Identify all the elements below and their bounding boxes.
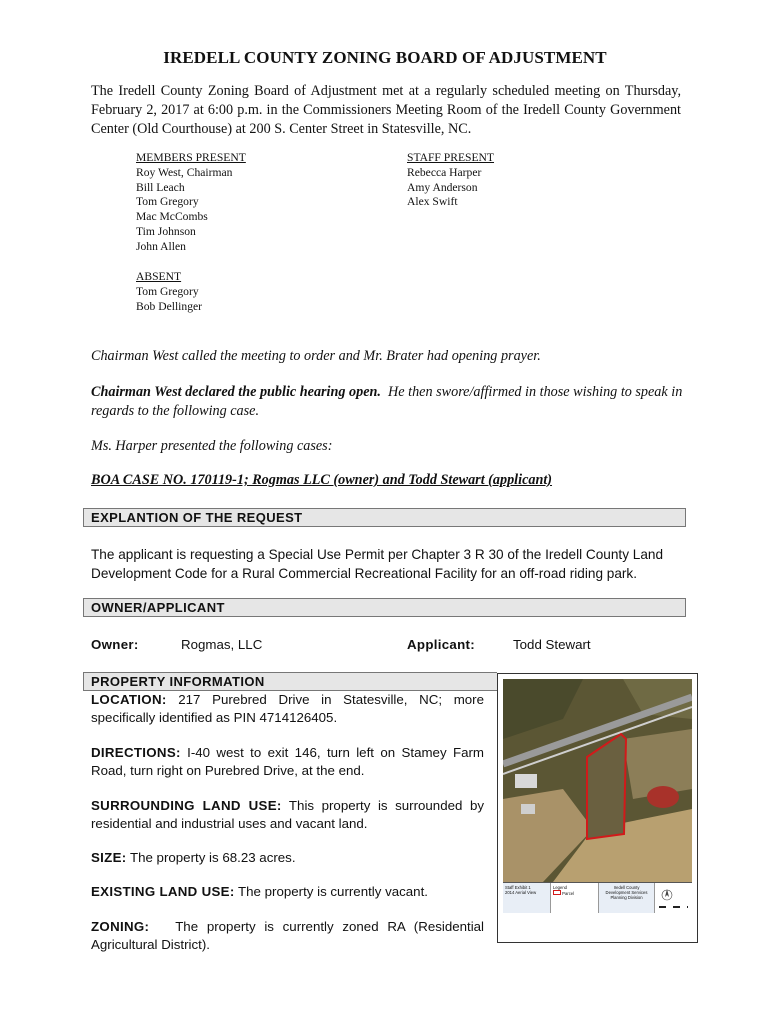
case-title: BOA CASE NO. 170119-1; Rogmas LLC (owner) and Todd Stewart (applicant) <box>91 472 553 488</box>
location-label: LOCATION: <box>91 692 167 707</box>
zoning-block <box>91 918 484 953</box>
aerial-building <box>521 804 535 814</box>
directions-text: I-40 west to exit 146, turn left on Stamey Farm Road, turn right on Purebred Drive, at the end. <box>91 745 485 778</box>
absent-name: Bob Dellinger <box>136 299 203 313</box>
document-title: IREDELL COUNTY ZONING BOARD OF ADJUSTMENT <box>163 48 607 67</box>
absent-name: Tom Gregory <box>136 284 199 298</box>
surrounding-block <box>91 797 484 832</box>
staff-present-list <box>407 151 494 210</box>
surrounding-text: This property is surrounded by residential and industrial uses and vacant land. <box>91 798 484 831</box>
member-name: Mac McCombs <box>136 210 208 224</box>
existing-text: The property is currently vacant. <box>238 884 428 899</box>
size-text: The property is 68.23 acres. <box>129 850 296 865</box>
absent-heading: ABSENT <box>136 270 182 283</box>
cases-intro-paragraph: Ms. Harper presented the following cases: <box>91 438 333 454</box>
members-present-heading: MEMBERS PRESENT <box>136 151 246 164</box>
absent-list <box>136 270 202 314</box>
explanation-text: The applicant is requesting a Special Use Permit per Chapter 3 R 30 of the Iredell County Land Development Code for a Rural Commercial Recreational Facility for an off-road riding park. <box>91 547 664 581</box>
location-block <box>91 691 484 726</box>
member-name: Roy West, Chairman <box>136 165 233 179</box>
aerial-map-graphic <box>503 679 692 882</box>
member-name: Tom Gregory <box>136 195 199 209</box>
map-legend-strip <box>503 882 692 913</box>
members-present-list <box>136 151 246 255</box>
map-legend-key <box>551 883 599 913</box>
existing-label: EXISTING LAND USE: <box>91 884 235 899</box>
parcel-swatch-icon <box>553 890 561 895</box>
aerial-map-exhibit <box>497 673 698 943</box>
directions-block <box>91 744 484 779</box>
staff-name: Alex Swift <box>407 195 458 209</box>
aerial-photo <box>503 679 692 882</box>
map-legend-item <box>553 890 596 896</box>
section-header-owner: OWNER/APPLICANT <box>83 598 686 617</box>
staff-present-heading: STAFF PRESENT <box>407 151 495 164</box>
applicant-value: Todd Stewart <box>513 637 591 652</box>
map-agency-label: Iredell County Development Services Planning Division <box>599 883 655 913</box>
applicant-label: Applicant: <box>407 637 476 652</box>
section-header-explanation: EXPLANTION OF THE REQUEST <box>83 508 686 527</box>
intro-paragraph: The Iredell County Zoning Board of Adjustment met at a regularly scheduled meeting on Thursday, February 2, 2017 at 6:00 p.m. in the Commissioners Meeting Room of the Iredell County Government Center (Old Courthouse) at 200 S. Center Street in Statesville, NC. <box>91 83 681 137</box>
aerial-building <box>515 774 537 788</box>
north-arrow-icon <box>657 885 690 911</box>
member-name: John Allen <box>136 239 186 253</box>
staff-name: Amy Anderson <box>407 180 478 194</box>
member-name: Bill Leach <box>136 180 185 194</box>
map-legend-item-label: Parcel <box>562 891 575 896</box>
public-hearing-bold: Chairman West declared the public hearing open. <box>91 384 381 400</box>
aerial-red-field <box>647 786 679 808</box>
owner-value: Rogmas, LLC <box>181 637 263 652</box>
owner-label: Owner: <box>91 637 139 652</box>
location-text: 217 Purebred Drive in Statesville, NC; more specifically identified as PIN 4714126405. <box>91 692 484 725</box>
surrounding-label: SURROUNDING LAND USE: <box>91 798 282 813</box>
existing-use-block <box>91 883 484 901</box>
public-hearing-paragraph <box>91 383 686 421</box>
directions-label: DIRECTIONS: <box>91 745 181 760</box>
zoning-label: ZONING: <box>91 919 150 934</box>
section-header-property: PROPERTY INFORMATION <box>83 672 497 691</box>
size-block <box>91 849 484 867</box>
map-legend-title: Legend <box>553 885 567 890</box>
map-exhibit-label: Staff Exhibit 1 2014 Aerial View <box>503 883 551 913</box>
call-to-order-paragraph: Chairman West called the meeting to order and Mr. Brater had opening prayer. <box>91 348 541 364</box>
public-hearing-rest: He then swore/affirmed in those wishing to speak in regards to the following case. <box>91 384 683 419</box>
map-north-arrow-box <box>655 883 692 913</box>
size-label: SIZE: <box>91 850 127 865</box>
zoning-text: The property is currently zoned RA (Residential Agricultural District). <box>91 919 484 952</box>
member-name: Tim Johnson <box>136 224 196 238</box>
staff-name: Rebecca Harper <box>407 165 482 179</box>
